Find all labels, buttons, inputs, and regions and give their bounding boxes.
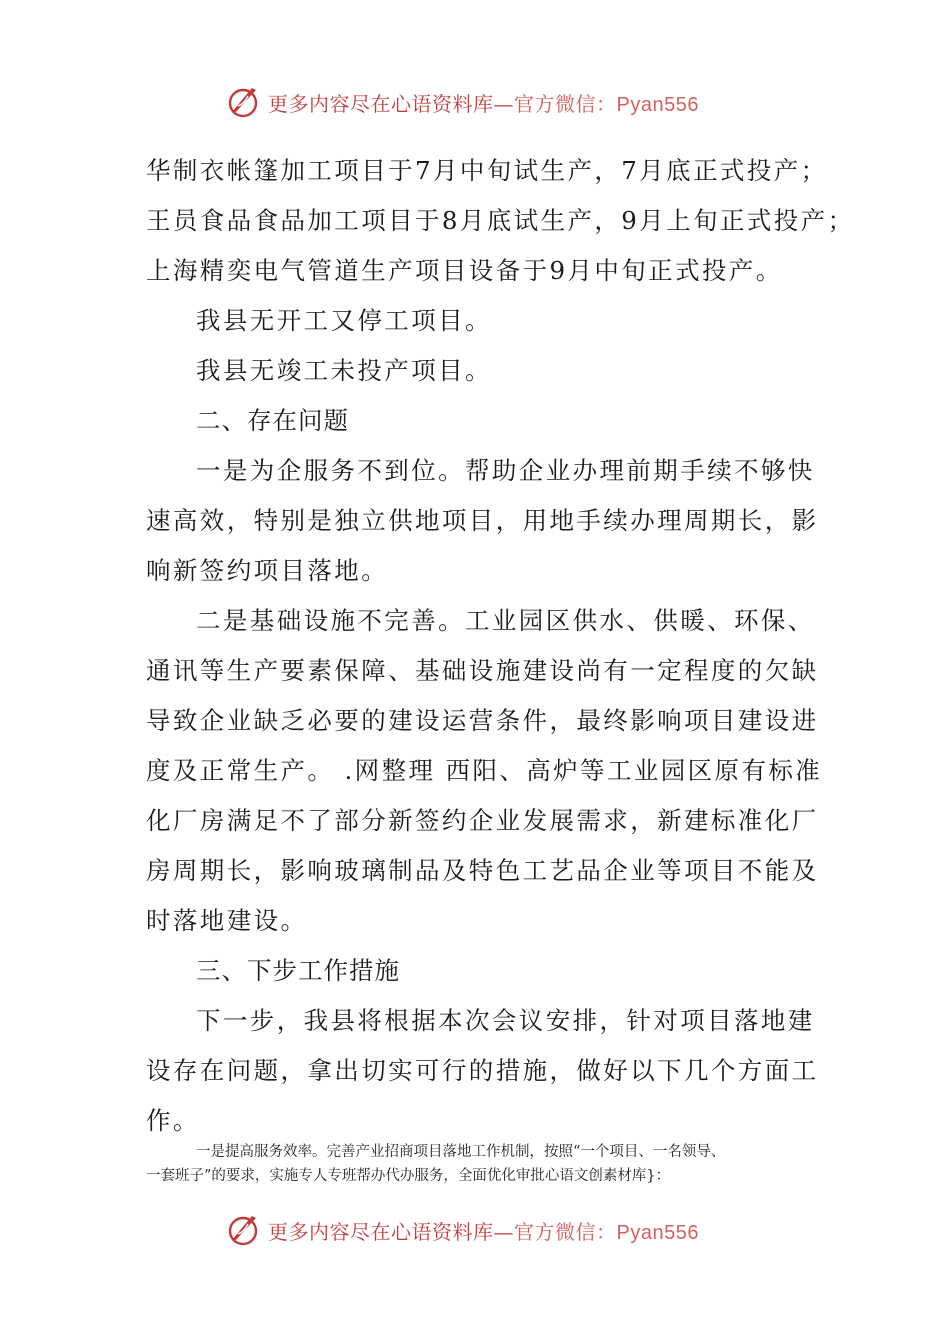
text-line: 速高效，特别是独立供地项目，用地手续办理周期长，影 — [146, 506, 819, 535]
banner-text — [268, 88, 699, 117]
footer-banner — [226, 1210, 746, 1250]
small-print-paragraph — [146, 1140, 826, 1188]
banner-wechat-id: Pyan556 — [616, 1221, 699, 1244]
small-text-line: 一是提高服务效率。完善产业招商项目落地工作机制，按照“一个项目、一名领导、 — [196, 1144, 726, 1160]
text-line: 化厂房满足不了部分新签约企业发展需求，新建标准化厂 — [146, 806, 819, 835]
text-line: 一是为企服务不到位。帮助企业办理前期手续不够快 — [196, 456, 815, 485]
text-line: 上海精奕电气管道生产项目设备于9月中旬正式投产。 — [146, 256, 783, 285]
text-line: 二是基础设施不完善。工业园区供水、供暖、环保、 — [196, 606, 815, 635]
text-line: 房周期长，影响玻璃制品及特色工艺品企业等项目不能及 — [146, 856, 819, 885]
text-line: 我县无开工又停工项目。 — [196, 306, 492, 335]
quill-logo-icon — [226, 1212, 262, 1248]
banner-dash: — — [493, 91, 514, 116]
banner-text — [268, 1216, 699, 1245]
small-text-line: 一套班子”的要求，实施专人专班帮办代办服务，全面优化审批心语文创素材库}： — [146, 1168, 671, 1184]
section-heading: 三、下步工作措施 — [196, 956, 400, 985]
text-line: 度及正常生产。 .网整理 西阳、高炉等工业园区原有标准 — [146, 756, 823, 785]
banner-main: 更多内容尽在心语资料库 — [268, 91, 494, 116]
header-banner — [226, 82, 746, 122]
text-line: 导致企业缺乏必要的建设运营条件，最终影响项目建设进 — [146, 706, 819, 735]
text-line: 时落地建设。 — [146, 906, 308, 935]
text-line: 作。 — [146, 1106, 200, 1135]
text-line: 通讯等生产要素保障、基础设施建设尚有一定程度的欠缺 — [146, 656, 819, 685]
banner-dash: — — [493, 1219, 514, 1244]
text-line: 华制衣帐篷加工项目于7月中旬试生产，7月底正式投产； — [146, 156, 828, 185]
section-heading: 二、存在问题 — [196, 406, 349, 435]
document-body — [146, 146, 855, 1146]
text-line: 下一步，我县将根据本次会议安排，针对项目落地建 — [196, 1006, 815, 1035]
text-line: 王员食品食品加工项目于8月底试生产，9月上旬正式投产； — [146, 206, 855, 235]
banner-main: 更多内容尽在心语资料库 — [268, 1219, 494, 1244]
banner-wechat-label: 官方微信： — [514, 91, 617, 116]
quill-logo-icon — [226, 84, 262, 120]
text-line: 我县无竣工未投产项目。 — [196, 356, 492, 385]
text-line: 设存在问题，拿出切实可行的措施，做好以下几个方面工 — [146, 1056, 819, 1085]
text-line: 响新签约项目落地。 — [146, 556, 389, 585]
banner-wechat-label: 官方微信： — [514, 1219, 617, 1244]
banner-wechat-id: Pyan556 — [616, 93, 699, 116]
